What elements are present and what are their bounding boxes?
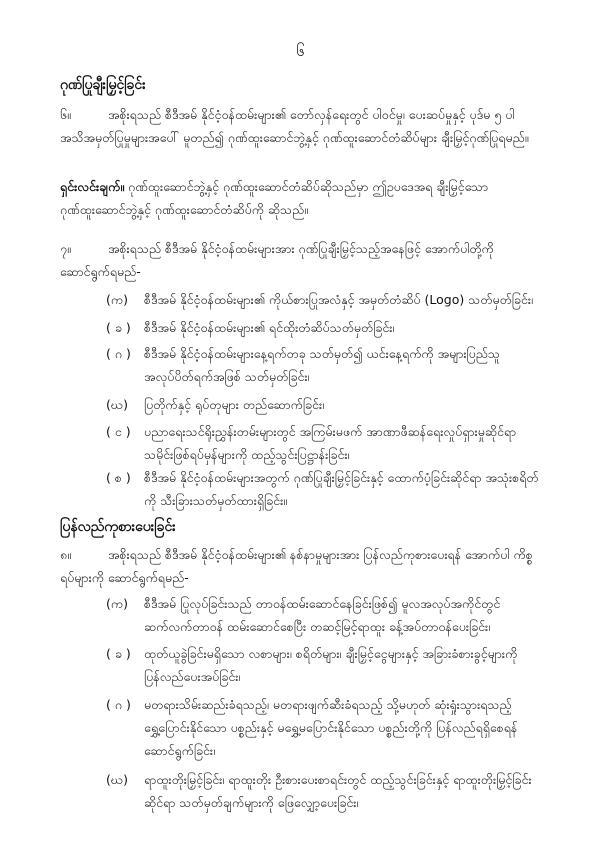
paragraph-text: အစိုးရသည် စီဒီအမ် နိုင်ငံ့ဝန်ထမ်းများ၏ တော်လှန်ရေးတွင် ပါဝင်မှု၊ ပေးဆပ်မှုနှင့် ပုဒ်မ ၅ ပါ အသိအမှတ်ပြုမှုများအပေါ် မူတည်၍ ဂုဏ်ထူးဆောင်ဘွဲ့နှင့် ဂုဏ်ထူးဆောင်တံဆိပ်များ ချီးမြှင့်ဂုဏ်ပြုရမည်။ [60,107,529,145]
paragraph-text: အစိုးရသည် စီဒီအမ် နိုင်ငံ့ဝန်ထမ်းများ၏ နစ်နာမှုများအား ပြန်လည်ကုစားပေးရန် အောက်ပါ ကိစ္စရပ်များကို ဆောင်ရွက်ရမည်- [60,547,533,585]
item-marker: (ဃ) [106,772,128,787]
item-text: စီဒီအမ် နိုင်ငံ့ဝန်ထမ်းများအတွက် ဂုဏ်ပြုချီးမြှင့်ခြင်းနှင့် ထောက်ပံ့ခြင်းဆိုင်ရာ အသုံးစရိတ်ကို သီးခြားသတ်မှတ်ထားရှိခြင်း။ [144,470,539,508]
item-marker: ( ဂ ) [106,346,131,361]
item-text: ထုတ်ယူခွဲခြင်းမရှိသော လစာများ၊ စရိတ်များ၊ ချီးမြှင့်ငွေများနှင့် အခြားခံစားခွင့်များကို ပြန်လည်ပေးအပ်ခြင်း၊ [144,646,518,684]
explanation-text: ဂုဏ်ထူးဆောင်ဘွဲ့နှင့် ဂုဏ်ထူးဆောင်တံဆိပ်ဆိုသည်မှာ ဤဥပဒေအရ ချီးမြှင့်သော ဂုဏ်ထူးဆောင်ဘွဲ့နှင့် ဂုဏ်ထူးဆောင်တံဆိပ်ကို ဆိုသည်။ [60,179,489,217]
item-marker: ( စ ) [106,470,131,485]
list-item [106,693,544,762]
item-marker: (က) [106,292,128,307]
list-item [106,288,544,311]
item-text: ပညာရေးသင်ရိုးညွှန်းတမ်းများတွင် အကြမ်းမဖက် အာဏာဖီဆန်ရေးလှုပ်ရှားမှုဆိုင်ရာ သမိုင်းဖြစ်ရပ်မှန်များကို ထည့်သွင်းပြဋ္ဌာန်းခြင်း၊ [144,424,517,462]
paragraph-number: ၈။ [60,547,71,562]
section-heading-redress: ပြန်လည်ကုစားပေးခြင်း [60,519,176,535]
section-heading-honor: ဂုဏ်ပြုချီးမြှင့်ခြင်း [60,77,146,93]
paragraph-8 [60,543,544,589]
item-marker: (ဃ) [106,397,128,412]
item-marker: ( ခ ) [106,320,131,335]
list-item [106,316,544,339]
item-text: ရာထူးတိုးမြှင့်ခြင်း၊ ရာထူးတိုး ဦးစားပေးစာရင်းတွင် ထည့်သွင်းခြင်းနှင့် ရာထူးတိုးမြှင့်ခြင်းဆိုင်ရာ သတ်မှတ်ချက်များကို ဖြေလျှော့ပေးခြင်း၊ [144,772,532,810]
list-item [106,342,544,388]
item-text: စီဒီအမ် ပြုလုပ်ခြင်းသည် တာဝန်ထမ်းဆောင်နေခြင်းဖြစ်၍ မူလအလုပ်အကိုင်တွင် ဆက်လက်တာဝန် ထမ်းဆောင်စေပြီး တဆင့်မြင့်ရာထူး ခန့်အပ်တာဝန်ပေးခြင်း၊ [144,596,501,634]
item-marker: ( ခ ) [106,646,131,661]
paragraph-7 [60,237,544,283]
explanation-paragraph [60,175,544,221]
page-number: ၆ [296,42,305,60]
list-item [106,420,544,466]
explanation-label: ရှင်းလင်းချက်။ [60,179,125,194]
item-marker: ( င ) [106,424,131,439]
paragraph-number: ၆။ [60,107,71,122]
paragraph-6 [60,103,544,149]
paragraph-text: အစိုးရသည် စီဒီအမ် နိုင်ငံ့ဝန်ထမ်းများအား ဂုဏ်ပြုချီးမြှင့်သည့်အနေဖြင့် အောက်ပါတို့ကို ဆောင်ရွက်ရမည်- [60,241,494,279]
item-text: စီဒီအမ် နိုင်ငံ့ဝန်ထမ်းများနေ့ရက်တခု သတ်မှတ်၍ ယင်းနေ့ရက်ကို အများပြည်သူ အလုပ်ပိတ်ရက်အဖြစ် သတ်မှတ်ခြင်း၊ [144,346,500,384]
item-text: မတရားသိမ်းဆည်းခံရသည့်၊ မတရားဖျက်ဆီးခံရသည့် သို့မဟုတ် ဆုံးရှုံးသွားရသည့် ရွှေ့ပြောင်းနိုင်သော ပစ္စည်းနှင့် မရွှေ့မပြောင်းနိုင်သော ပစ္စည်းတို့ကို ပြန်လည်ရရှိစေရန် ဆောင်ရွက်ခြင်း၊ [144,697,518,758]
paragraph-number: ၇။ [60,241,71,256]
list-item [106,466,544,512]
item-text: စီဒီအမ် နိုင်ငံ့ဝန်ထမ်းများ၏ ရင်ထိုးတံဆိပ်သတ်မှတ်ခြင်း၊ [144,320,395,335]
list-item [106,592,544,638]
list-item [106,393,544,416]
list-item [106,642,544,688]
item-marker: (က) [106,596,128,611]
item-text: ပြတိုက်နှင့် ရုပ်တုများ တည်ဆောက်ခြင်း၊ [144,397,325,412]
item-marker: ( ဂ ) [106,697,131,712]
item-text: စီဒီအမ် နိုင်ငံ့ဝန်ထမ်းများ၏ ကိုယ်စားပြုအလံနှင့် အမှတ်တံဆိပ် (Logo) သတ်မှတ်ခြင်း၊ [144,292,534,307]
list-item [106,768,544,814]
